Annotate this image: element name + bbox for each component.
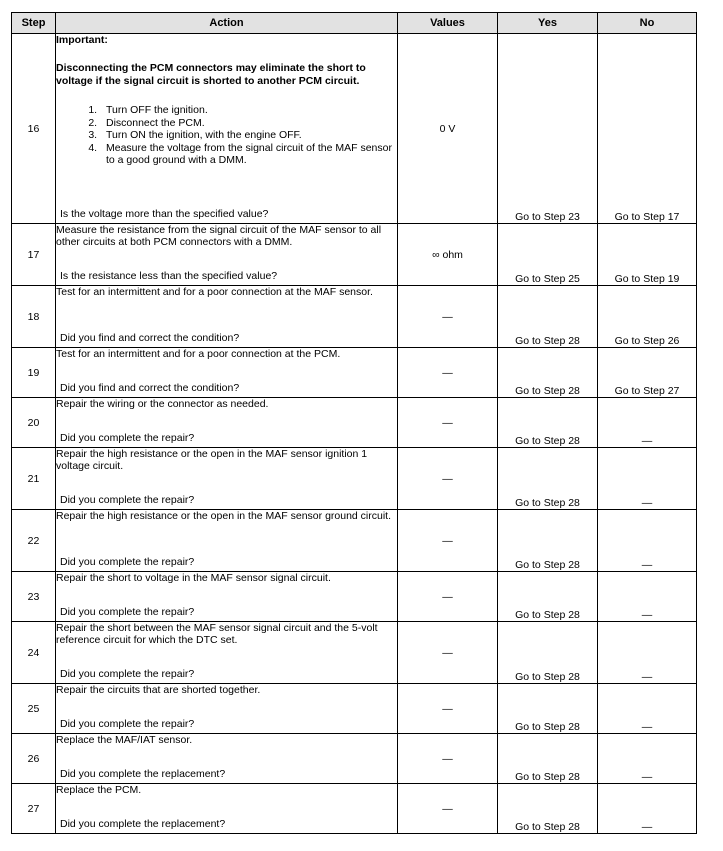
yes-cell: Go to Step 28 [498, 448, 598, 510]
action-question: Did you find and correct the condition? [60, 332, 240, 344]
yes-cell: Go to Step 28 [498, 286, 598, 348]
action-question: Did you complete the repair? [60, 556, 195, 568]
value-cell: — [398, 348, 498, 398]
table-row [12, 286, 697, 348]
action-text: Repair the wiring or the connector as needed. [56, 398, 269, 410]
table-row [12, 622, 697, 684]
step-number: 20 [12, 398, 56, 448]
no-cell: Go to Step 26 [598, 286, 697, 348]
step-number: 22 [12, 510, 56, 572]
table-row [12, 734, 697, 784]
yes-cell: Go to Step 25 [498, 224, 598, 286]
substep: 1. Turn OFF the ignition. [100, 104, 397, 117]
table-row [12, 348, 697, 398]
action-question: Did you complete the replacement? [60, 818, 226, 830]
no-cell: — [598, 684, 697, 734]
important-text: Disconnecting the PCM connectors may eliminate the short to voltage if the signal circuit is shorted to another PCM circuit. [56, 62, 366, 87]
action-question: Did you complete the replacement? [60, 768, 226, 780]
action-text: Repair the short to voltage in the MAF sensor signal circuit. [56, 572, 331, 584]
value-text: 0 V [439, 122, 456, 135]
step-number: 24 [12, 622, 56, 684]
table-row [12, 398, 697, 448]
action-text: Repair the circuits that are shorted together. [56, 684, 261, 696]
no-cell: — [598, 398, 697, 448]
step-number: 21 [12, 448, 56, 510]
action-text: Measure the resistance from the signal circuit of the MAF sensor to all other circuits at both PCM connectors with a DMM. [56, 224, 382, 248]
action-text: Repair the high resistance or the open in the MAF sensor ground circuit. [56, 510, 392, 522]
value-cell: — [398, 734, 498, 784]
action-cell [56, 572, 398, 622]
yes-cell: Go to Step 28 [498, 348, 598, 398]
action-cell [56, 398, 398, 448]
table-row [12, 784, 697, 834]
header-action: Action [56, 13, 398, 34]
action-cell [56, 622, 398, 684]
value-cell: — [398, 510, 498, 572]
value-cell: — [398, 286, 498, 348]
step-number: 18 [12, 286, 56, 348]
no-cell: — [598, 622, 697, 684]
header-step: Step [12, 13, 56, 34]
no-cell: Go to Step 27 [598, 348, 697, 398]
yes-cell: Go to Step 23 [498, 34, 598, 224]
action-text: Replace the PCM. [56, 784, 142, 796]
action-question: Did you complete the repair? [60, 718, 195, 730]
table-row [12, 572, 697, 622]
yes-cell: Go to Step 28 [498, 784, 598, 834]
step-number: 25 [12, 684, 56, 734]
step-number: 17 [12, 224, 56, 286]
action-question: Did you complete the repair? [60, 668, 195, 680]
value-cell: — [398, 784, 498, 834]
action-cell [56, 734, 398, 784]
value-cell: ∞ ohm [398, 224, 498, 286]
action-cell [56, 784, 398, 834]
value-cell: — [398, 622, 498, 684]
action-text: Test for an intermittent and for a poor connection at the PCM. [56, 348, 341, 360]
no-cell: Go to Step 17 [598, 34, 697, 224]
no-cell: — [598, 734, 697, 784]
step-number: 26 [12, 734, 56, 784]
action-cell [56, 448, 398, 510]
yes-cell: Go to Step 28 [498, 622, 598, 684]
action-text: Replace the MAF/IAT sensor. [56, 734, 193, 746]
action-question: Is the voltage more than the specified value? [60, 208, 269, 220]
action-cell [56, 510, 398, 572]
action-question: Did you complete the repair? [60, 494, 195, 506]
action-text: Repair the high resistance or the open in the MAF sensor ignition 1 voltage circuit. [56, 448, 368, 472]
no-cell: — [598, 572, 697, 622]
substep-list [56, 104, 397, 167]
table-row [12, 510, 697, 572]
header-row [12, 13, 697, 34]
table-row [12, 224, 697, 286]
table-row [12, 448, 697, 510]
table-row [12, 684, 697, 734]
substep: 2. Disconnect the PCM. [100, 117, 397, 130]
yes-cell: Go to Step 28 [498, 684, 598, 734]
value-cell: — [398, 448, 498, 510]
yes-cell: Go to Step 28 [498, 734, 598, 784]
header-no: No [598, 13, 697, 34]
no-cell: — [598, 448, 697, 510]
yes-cell: Go to Step 28 [498, 572, 598, 622]
action-question: Is the resistance less than the specified value? [60, 270, 278, 282]
table-row [12, 34, 697, 224]
action-text: Repair the short between the MAF sensor signal circuit and the 5-volt reference circuit for which the DTC set. [56, 622, 378, 646]
substep: 3. Turn ON the ignition, with the engine OFF. [100, 129, 397, 142]
step-number: 27 [12, 784, 56, 834]
step-number: 19 [12, 348, 56, 398]
action-question: Did you complete the repair? [60, 432, 195, 444]
value-cell [398, 34, 498, 224]
value-cell: — [398, 684, 498, 734]
action-question: Did you complete the repair? [60, 606, 195, 618]
action-cell [56, 34, 398, 224]
step-number: 23 [12, 572, 56, 622]
important-label: Important: [56, 34, 108, 46]
step-number: 16 [12, 34, 56, 224]
action-text: Test for an intermittent and for a poor connection at the MAF sensor. [56, 286, 373, 298]
no-cell: Go to Step 19 [598, 224, 697, 286]
action-cell [56, 224, 398, 286]
header-values: Values [398, 13, 498, 34]
action-question: Did you find and correct the condition? [60, 382, 240, 394]
header-yes: Yes [498, 13, 598, 34]
yes-cell: Go to Step 28 [498, 510, 598, 572]
action-cell [56, 684, 398, 734]
value-cell: — [398, 398, 498, 448]
diagnostic-table [11, 12, 697, 834]
action-cell [56, 348, 398, 398]
value-cell: — [398, 572, 498, 622]
action-cell [56, 286, 398, 348]
yes-cell: Go to Step 28 [498, 398, 598, 448]
no-cell: — [598, 510, 697, 572]
no-cell: — [598, 784, 697, 834]
substep: 4. Measure the voltage from the signal circuit of the MAF sensor to a good ground with a DMM. [100, 142, 397, 167]
